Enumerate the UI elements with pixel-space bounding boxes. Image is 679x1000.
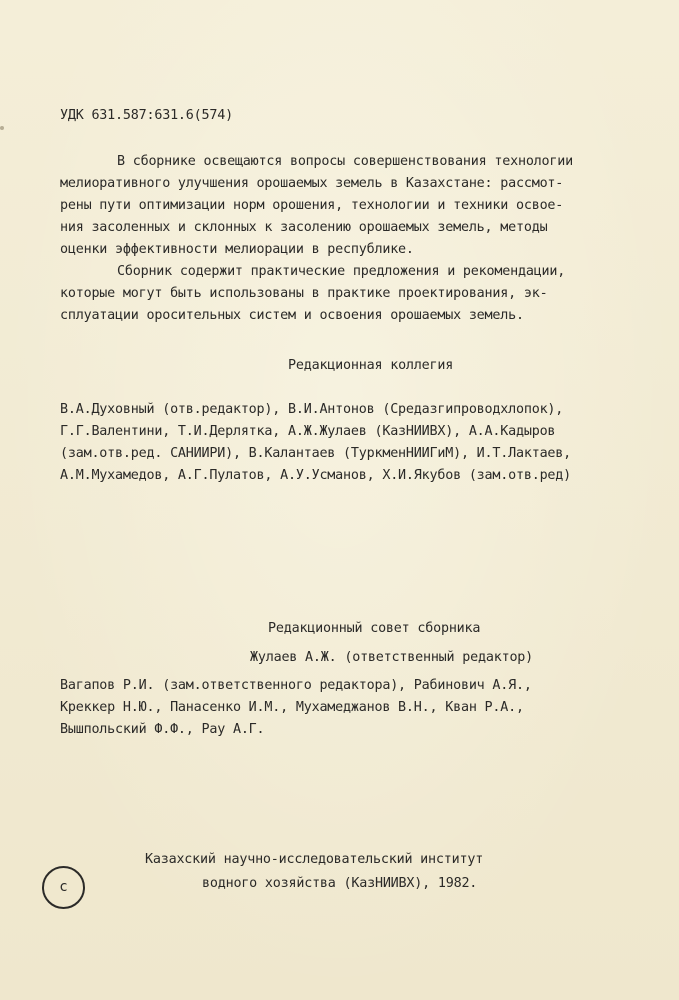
copyright-icon: c — [42, 866, 85, 909]
editorial-board-members-line: Г.Г.Валентини, Т.И.Дерлятка, А.Ж.Жулаев (КазНИИВХ), А.А.Кадыров — [60, 424, 556, 439]
abstract-p1-line-4: ния засоленных и склонных к засолению орошаемых земель, методы — [60, 220, 548, 235]
abstract-p1-line-2: мелиоративного улучшения орошаемых земель в Казахстане: рассмот- — [60, 176, 564, 191]
editorial-council-members-line: Вагапов Р.И. (зам.ответственного редактора), Рабинович А.Я., — [60, 678, 532, 693]
editorial-board-heading: Редакционная коллегия — [288, 358, 454, 373]
abstract-p2-line-3: сплуатации оросительных систем и освоения орошаемых земель. — [60, 308, 524, 323]
editorial-board-members-line: В.А.Духовный (отв.редактор), В.И.Антонов (Средазгипроводхлопок), — [60, 402, 564, 417]
imprint-line-year: водного хозяйства (КазНИИВХ), 1982. — [202, 876, 478, 891]
abstract-p2-line-1: Сборник содержит практические предложения и рекомендации, — [117, 264, 566, 279]
imprint-line-institute: Казахский научно-исследовательский институт — [145, 852, 484, 867]
editorial-council-heading: Редакционный совет сборника — [268, 621, 481, 636]
editorial-council-members-line: Вышпольский Ф.Ф., Рау А.Г. — [60, 722, 265, 737]
abstract-p1-line-1: В сборнике освещаются вопросы совершенствования технологии — [117, 154, 573, 169]
abstract-p2-line-2: которые могут быть использованы в практике проектирования, эк- — [60, 286, 548, 301]
page-edge-mark — [0, 126, 4, 130]
abstract-p1-line-5: оценки эффективности мелиорации в республике. — [60, 242, 414, 257]
abstract-p1-line-3: рены пути оптимизации норм орошения, технологии и техники освое- — [60, 198, 564, 213]
editorial-board-members-line: (зам.отв.ред. САНИИРИ), В.Калантаев (ТуркменНИИГиМ), И.Т.Лактаев, — [60, 446, 572, 461]
editorial-council-members-line: Креккер Н.Ю., Панасенко И.М., Мухамеджанов В.Н., Кван Р.А., — [60, 700, 524, 715]
editorial-council-chief: Жулаев А.Ж. (ответственный редактор) — [250, 650, 534, 665]
udc-code: УДК 631.587:631.6(574) — [60, 108, 233, 123]
editorial-board-members-line: А.М.Мухамедов, А.Г.Пулатов, А.У.Усманов, Х.И.Якубов (зам.отв.ред) — [60, 468, 572, 483]
